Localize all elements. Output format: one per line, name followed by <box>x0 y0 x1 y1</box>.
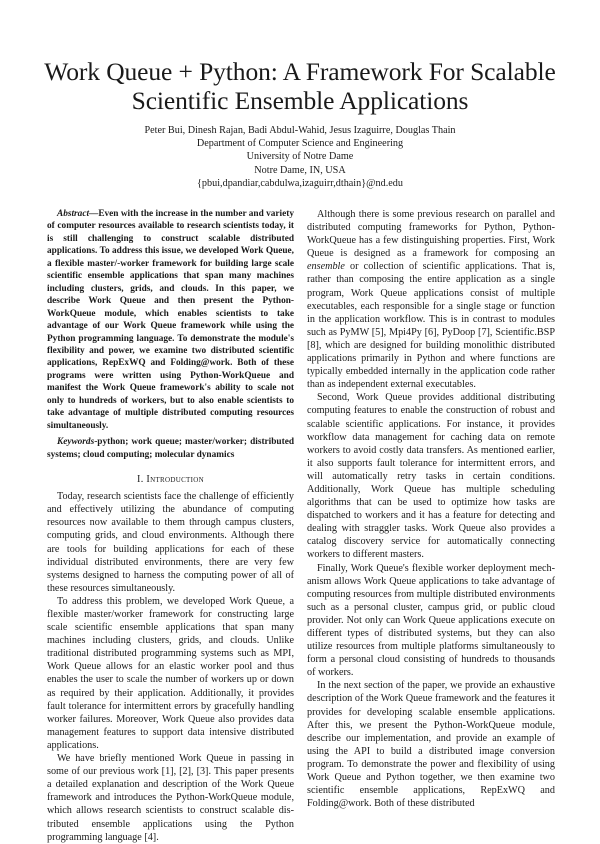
affiliation-location: Notre Dame, IN, USA <box>254 164 346 176</box>
paper-title <box>0 57 600 115</box>
paragraph-text: Although there is some previous research on parallel and distributed computing frameworks for Python, Python-WorkQueue has a few distinguishing properties. First, Work Queue is designed as a framework for composing an <box>307 209 555 260</box>
body-paragraph: Finally, Work Queue's flexible worker deployment mechanism allows Work Queue applications to take advantage of computing resources from multiple distributed environments such as a personal cluster, campus grid, or public cloud provider. Not only can Work Queue applications execute on different types of distributed systems, but they can also utilize resources from multiple platforms simultaneously to form a personal cloud consisting of hundreds to thousands of workers. <box>307 562 555 679</box>
body-paragraph <box>307 208 555 391</box>
author-names: Peter Bui, Dinesh Rajan, Badi Abdul-Wahid, Jesus Izaguirre, Douglas Thain <box>144 125 456 136</box>
emphasis-ensemble: ensemble <box>307 261 345 273</box>
left-column <box>47 208 294 844</box>
author-block <box>0 124 600 190</box>
paper-title-line: Work Queue + Python: A Framework For Scalable <box>44 57 556 86</box>
body-paragraph: Second, Work Queue provides additional distributing computing features to enable the construction of robust and scalable scientific applications. For instance, it provides workflow data management for caching data on remote workers to avoid costly data transfers. As mentioned earlier, it also supports fault tolerance for intermittent errors, and will automatically retry tasks in certain conditions. Additionally, Work Queue has multiple scheduling algorithms that can be used to optimize how tasks are dispatched to workers and it has a feature for detecting and dealing with straggler tasks. Work Queue also provides a catalog discovery service for automatically connecting workers to different masters. <box>307 392 555 561</box>
keywords-label: Keywords <box>57 437 95 448</box>
section-heading-introduction: I. Introduction <box>137 474 204 486</box>
affiliation-university: University of Notre Dame <box>246 151 354 163</box>
abstract-text: Even with the increase in the number and variety of computer resources available to research scientists today, it is still challenging to construct scalable distributed applications. To address this issue, we developed Work Queue, a flexible master/-worker framework for building large scale scientific ensemble applications that span many machines including clusters, grids, and clouds. In this paper, we describe Work Queue and then present the Python-WorkQueue module, which enables scientists to take advantage of our Work Queue framework while using the Python programming language. To demonstrate the module's flexibility and power, we examine two distributed scientific applications, RepExWQ and Folding@work. Both of these programs were written using Python-WorkQueue and manifest the Work Queue framework's ability to scale not only to hundreds of workers, but to also enable scientists to take advantage of multiple distributed computing resources simultaneously. <box>47 209 294 431</box>
body-paragraph: To address this problem, we developed Work Queue, a flexible master/worker framework for constructing large scale scientific ensemble applications that span many machines including clusters, grids, and clouds. Unlike traditional distributed programming systems such as MPI, Work Queue allows for an elastic worker pool and thus enables the user to scale the number of workers up or down as required by their application. Additionally, it provides fault tolerance for intermittent errors by gracefully handling worker failures. Moreover, Work Queue also provides data management features to support data intensive distributed applications. <box>47 595 294 751</box>
body-paragraph: We have briefly mentioned Work Queue in passing in some of our previous work [1], [2], [3]. This paper presents a detailed explanation and description of the Work Queue framework and introduces the Python-WorkQueue module, which allows research scientists to construct scalable distributed ensemble applications using the Python programming language [4]. <box>47 753 294 843</box>
keywords <box>47 436 294 461</box>
body-paragraph: In the next section of the paper, we provide an exhaustive description of the Work Queue framework and the features it provides for developing scalable ensemble applications. After this, we present the Python-WorkQueue module, describe our implementation, and provide an example of using the API to build a distributed image conversion program. To demonstrate the power and flexibility of using Work Queue and Python together, we then examine two scientific ensemble applications, RepExWQ and Folding@work. Both of these distributed <box>307 680 555 810</box>
author-emails: {pbui,dpandiar,cabdulwa,izaguirr,dthain}@nd.edu <box>197 177 403 189</box>
affiliation-department: Department of Computer Science and Engineering <box>196 138 404 150</box>
paper-title-line: Scientific Ensemble Applications <box>131 86 469 115</box>
keywords-text: -python; work queue; master/worker; distributed systems; cloud computing; molecular dynamics <box>47 437 294 460</box>
abstract-label: Abstract <box>57 209 90 219</box>
body-paragraph: Today, research scientists face the challenge of efficiently and effectively utilizing the abundance of computing resources now available to them through campus clusters, computing grids, and cloud environments. Although there are tools for building applications for each of these individual distributed environments, there are very few systems designed to harness the computing power of all of these resources simultaneously. <box>47 491 294 594</box>
abstract-dash: — <box>89 209 99 219</box>
abstract <box>47 208 294 432</box>
right-column <box>307 208 555 810</box>
paragraph-text: or collection of scientific applications. That is, rather than composing the entire application as a single program, Work Queue applications consist of multiple executables, each responsible for a single stage or function in the application workflow. This is in contrast to modules such as PyMW [5], Mpi4Py [6], PyDoop [7], Scientific.BSP [8], which are designed for building monolithic distributed applications primarily in Python and where functions are typically embedded internally in the application code rather than as independent external executables. <box>307 261 555 391</box>
